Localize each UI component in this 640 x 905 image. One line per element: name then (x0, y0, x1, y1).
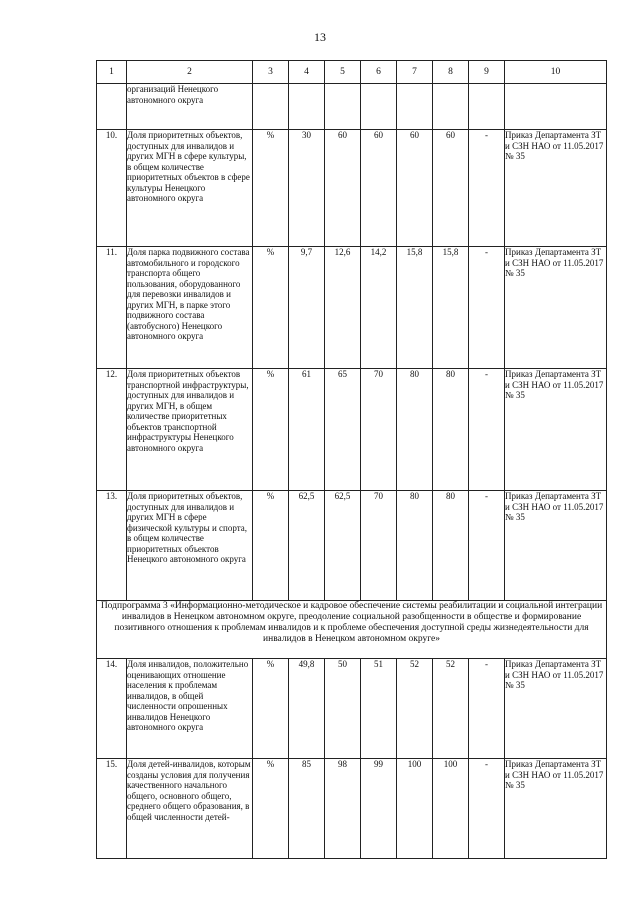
value-cell: 14,2 (361, 247, 397, 369)
header-cell: 4 (289, 61, 325, 84)
indicator-name: Доля приоритетных объектов, доступных для инвалидов и других МГН в сфере физической культуры и спорта, в общем количестве приоритетных объектов Ненецкого автономного округа (127, 491, 253, 601)
page-number: 13 (314, 30, 326, 44)
table-row (97, 659, 607, 759)
row-number: 14. (97, 659, 127, 759)
value-cell: - (469, 247, 505, 369)
unit-cell: % (253, 247, 289, 369)
subprogram-title: Подпрограмма 3 «Информационно-методическое и кадровое обеспечение системы реабилитации и социальной интеграции инвалидов в Ненецком автономном округе, преодоление социальной разобщенности в обществе и формирование позитивного отношения к проблемам инвалидов и к проблеме обеспечения доступной среды жизнедеятельности для инвалидов в Ненецком автономном округе» (97, 601, 607, 659)
source-cell: Приказ Департамента ЗТ и СЗН НАО от 11.05.2017 № 35 (505, 491, 607, 601)
table-row (97, 247, 607, 369)
unit-cell: % (253, 759, 289, 859)
value-cell: - (469, 759, 505, 859)
value-cell: 51 (361, 659, 397, 759)
value-cell: 100 (433, 759, 469, 859)
unit-cell: % (253, 659, 289, 759)
value-cell: - (469, 491, 505, 601)
value-cell: 100 (397, 759, 433, 859)
indicator-name: Доля парка подвижного состава автомобильного и городского транспорта общего пользования, оборудованного для перевозки инвалидов и других МГН, в парке этого подвижного состава (автобусного) Ненецкого автономного округа (127, 247, 253, 369)
value-cell: 49,8 (289, 659, 325, 759)
value-cell: 9,7 (289, 247, 325, 369)
value-cell: 52 (397, 659, 433, 759)
value-cell: 98 (325, 759, 361, 859)
row-number: 12. (97, 369, 127, 491)
table-row (97, 759, 607, 859)
value-cell: 52 (433, 659, 469, 759)
header-cell: 9 (469, 61, 505, 84)
value-cell: 62,5 (289, 491, 325, 601)
value-cell: 62,5 (325, 491, 361, 601)
indicator-name: Доля приоритетных объектов транспортной инфраструктуры, доступных для инвалидов и других МГН, в общем количестве приоритетных объектов транспортной инфраструктуры Ненецкого автономного округа (127, 369, 253, 491)
indicator-name: Доля приоритетных объектов, доступных для инвалидов и других МГН в сфере культуры, в общем количестве приоритетных объектов в сфере культуры Ненецкого автономного округа (127, 130, 253, 247)
header-cell: 7 (397, 61, 433, 84)
indicator-name: Доля инвалидов, положительно оценивающих отношение населения к проблемам инвалидов, в общей численности опрошенных инвалидов Ненецкого автономного округа (127, 659, 253, 759)
value-cell: 15,8 (397, 247, 433, 369)
value-cell: - (469, 659, 505, 759)
continuation-row (97, 84, 607, 130)
source-cell: Приказ Департамента ЗТ и СЗН НАО от 11.05.2017 № 35 (505, 369, 607, 491)
indicator-name: Доля детей-инвалидов, которым созданы условия для получения качественного начального общего, основного общего, среднего общего образования, в общей численности детей- (127, 759, 253, 859)
source-cell: Приказ Департамента ЗТ и СЗН НАО от 11.05.2017 № 35 (505, 759, 607, 859)
value-cell: 15,8 (433, 247, 469, 369)
value-cell: 12,6 (325, 247, 361, 369)
table-row (97, 369, 607, 491)
value-cell: 60 (361, 130, 397, 247)
value-cell: 60 (397, 130, 433, 247)
continuation-text: организаций Ненецкого автономного округа (127, 84, 253, 130)
value-cell: 60 (325, 130, 361, 247)
row-number: 11. (97, 247, 127, 369)
row-number: 10. (97, 130, 127, 247)
row-number: 15. (97, 759, 127, 859)
unit-cell: % (253, 130, 289, 247)
subprogram-row (97, 601, 607, 659)
value-cell: 80 (433, 491, 469, 601)
header-cell: 6 (361, 61, 397, 84)
indicators-table (96, 60, 607, 859)
value-cell: 80 (397, 491, 433, 601)
value-cell: 65 (325, 369, 361, 491)
header-cell: 10 (505, 61, 607, 84)
value-cell: - (469, 130, 505, 247)
table-row (97, 491, 607, 601)
value-cell: 50 (325, 659, 361, 759)
value-cell: 61 (289, 369, 325, 491)
source-cell: Приказ Департамента ЗТ и СЗН НАО от 11.05.2017 № 35 (505, 247, 607, 369)
header-cell: 1 (97, 61, 127, 84)
value-cell: 70 (361, 491, 397, 601)
table-row (97, 130, 607, 247)
source-cell: Приказ Департамента ЗТ и СЗН НАО от 11.05.2017 № 35 (505, 659, 607, 759)
source-cell: Приказ Департамента ЗТ и СЗН НАО от 11.05.2017 № 35 (505, 130, 607, 247)
header-cell: 3 (253, 61, 289, 84)
header-row (97, 61, 607, 84)
value-cell: 99 (361, 759, 397, 859)
header-cell: 5 (325, 61, 361, 84)
unit-cell: % (253, 369, 289, 491)
value-cell: - (469, 369, 505, 491)
row-number: 13. (97, 491, 127, 601)
value-cell: 80 (397, 369, 433, 491)
value-cell: 30 (289, 130, 325, 247)
header-cell: 8 (433, 61, 469, 84)
value-cell: 70 (361, 369, 397, 491)
unit-cell: % (253, 491, 289, 601)
value-cell: 60 (433, 130, 469, 247)
value-cell: 80 (433, 369, 469, 491)
value-cell: 85 (289, 759, 325, 859)
header-cell: 2 (127, 61, 253, 84)
